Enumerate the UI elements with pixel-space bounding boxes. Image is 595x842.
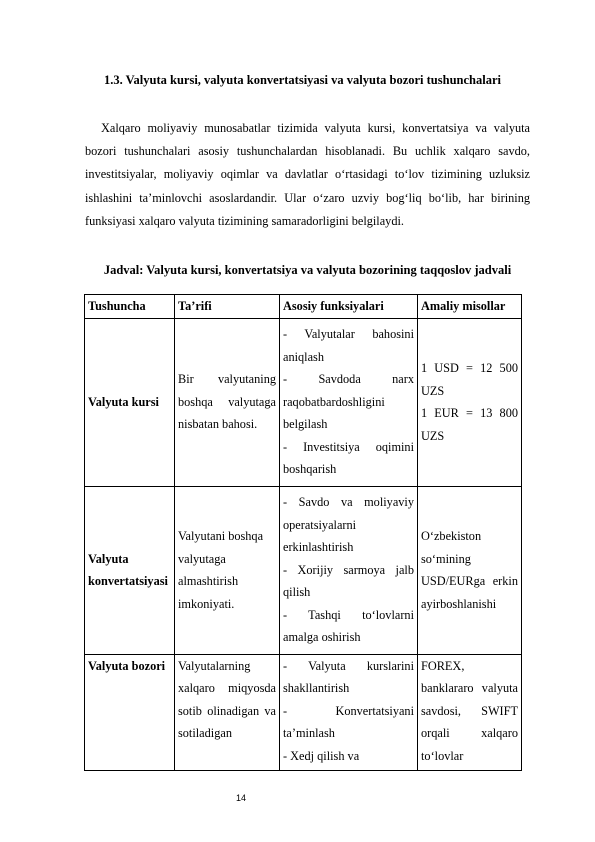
- example-item: 1 USD = 12 500 UZS: [421, 361, 518, 398]
- function-item: - Savdo va moliyaviy operatsiyalarni erkinlashtirish: [283, 495, 414, 555]
- function-item: - Valyuta kurslarini shakllantirish: [283, 658, 414, 695]
- column-header-term: Tushuncha: [85, 295, 175, 319]
- column-header-examples: Amaliy misollar: [418, 295, 522, 319]
- functions-cell: [280, 654, 418, 770]
- comparison-table: [84, 294, 522, 771]
- examples-cell: [418, 654, 522, 770]
- definition-cell: Valyutani boshqa valyutaga almashtirish imkoniyati.: [175, 486, 280, 654]
- intro-paragraph: [85, 117, 530, 233]
- function-item: - Investitsiya oqimini boshqarish: [283, 439, 414, 477]
- page-number: 14: [236, 793, 247, 803]
- column-header-functions: Asosiy funksiyalari: [280, 295, 418, 319]
- table-row: [85, 486, 522, 654]
- function-item: - Xedj qilish va: [283, 748, 360, 763]
- functions-cell: [280, 486, 418, 654]
- table-header-row: [85, 295, 522, 319]
- definition-cell: Valyutalarning xalqaro miqyosda sotib olinadigan va sotiladigan: [175, 654, 280, 770]
- table-row: [85, 318, 522, 486]
- example-item: 1 EUR = 13 800 UZS: [421, 406, 518, 443]
- example-item: O‘zbekiston so‘mining USD/EURga erkin ayirboshlanishi: [421, 529, 518, 611]
- functions-cell: [280, 318, 418, 486]
- definition-cell: Bir valyutaning boshqa valyutaga nisbatan bahosi.: [175, 318, 280, 486]
- column-header-definition: Ta’rifi: [175, 295, 280, 319]
- term-cell: Valyuta konvertatsiyasi: [85, 486, 175, 654]
- examples-cell: [418, 486, 522, 654]
- function-item: - Tashqi to‘lovlarni amalga oshirish: [283, 607, 414, 645]
- term-cell: Valyuta bozori: [85, 654, 175, 770]
- section-heading: 1.3. Valyuta kursi, valyuta konvertatsiyasi va valyuta bozori tushunchalari: [104, 73, 501, 87]
- table-row: [85, 654, 522, 770]
- function-item: - Xorijiy sarmoya jalb qilish: [283, 562, 414, 600]
- term-cell: Valyuta kursi: [85, 318, 175, 486]
- table-caption: Jadval: Valyuta kursi, konvertatsiya va valyuta bozorining taqqoslov jadvali: [103, 263, 512, 277]
- function-item: - Konvertatsiyani ta’minlash: [283, 703, 414, 740]
- intro-paragraph-text: Xalqaro moliyaviy munosabatlar tizimida valyuta kursi, konvertatsiya va valyuta bozori tushunchalari asosiy tushunchalardan hisoblanadi. Bu uchlik xalqaro savdo, investitsiyalar, moliyaviy oqimlar va davlatlar o‘rtasidagi to‘lov tizimining uzluksiz ishlashini ta’minlovchi asoslardandir. Ular o‘zaro uzviy bog‘liq bo‘lib, har birining funksiyasi xalqaro valyuta tizimining samaradorligini belgilaydi.: [85, 121, 530, 228]
- function-item: - Valyutalar bahosini aniqlash: [283, 327, 414, 364]
- examples-cell: [418, 318, 522, 486]
- function-item: - Savdoda narx raqobatbardoshligini belgilash: [283, 372, 414, 432]
- example-item: FOREX, banklararo valyuta savdosi, SWIFT orqali xalqaro to‘lovlar: [421, 658, 518, 763]
